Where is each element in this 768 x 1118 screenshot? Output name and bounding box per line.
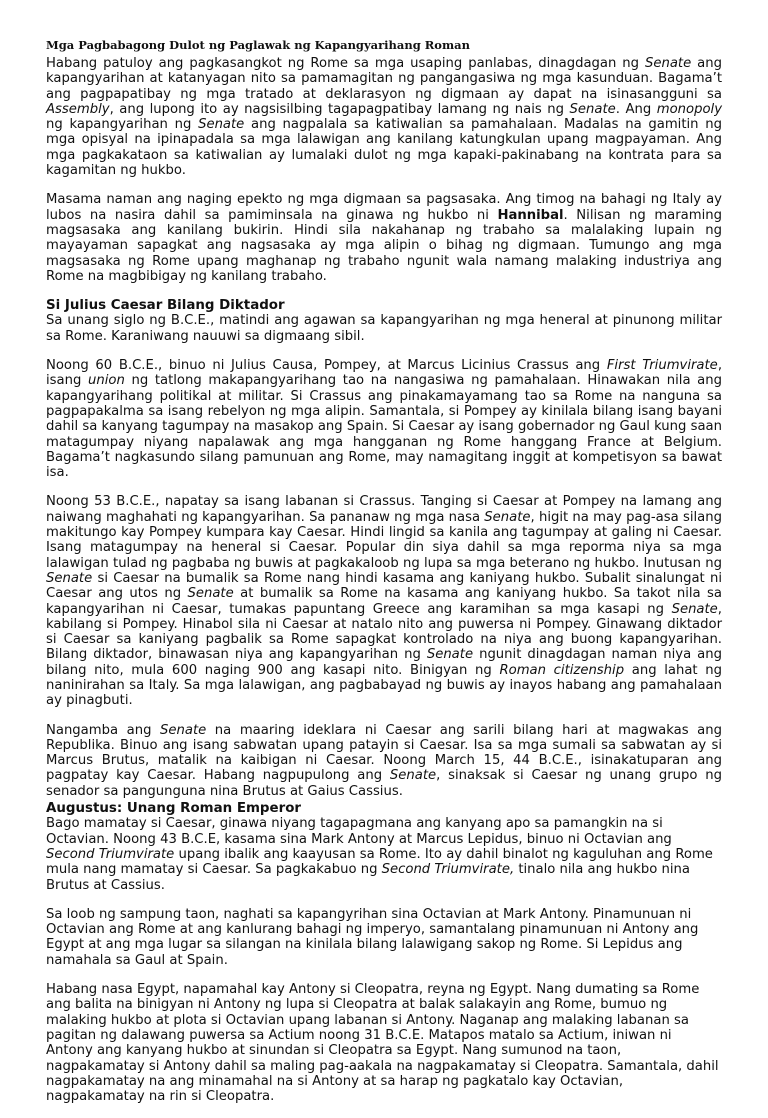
- italic-term: Senate: [46, 570, 93, 586]
- paragraph-first-century: [46, 313, 722, 344]
- italic-term: Senate: [484, 509, 531, 525]
- text-run: Masama naman ang naging epekto ng mga digmaan sa pagsasaka. Ang timog na bahagi ng Italy ay lubos na nasira dahil sa pamiminsala na ginawa ng hukbo ni: [46, 192, 722, 223]
- italic-term: Senate: [160, 722, 207, 738]
- text-run: . Nilisan ng maraming magsasaka ang kanilang bukirin. Hindi sila nakahanap ng trabaho sa malalaking lupain ng mayayaman sapagkat ang nagsasaka ay mga alipin o bihag ng digmaan. Tumungo ang mga magsasaka ng Rome upang maghanap ng trabaho ngunit wala namang malaking industriya ang Rome na magbibigay ng kanilang trabaho.: [46, 207, 722, 284]
- paragraph-second-triumvirate: [46, 816, 722, 892]
- italic-term: Senate: [671, 601, 718, 617]
- italic-term: Second Triumvirate: [46, 846, 175, 862]
- text-run: ang lahat ng naninirahan sa Italy. Sa mga lalawigan, ang pagbabayad ng buwis ay inayos habang ang pamahalaan ay pinagbuti.: [46, 662, 722, 709]
- heading-julius-caesar: Si Julius Caesar Bilang Diktador: [46, 298, 285, 314]
- italic-term: Senate: [426, 647, 474, 663]
- text-run: , sinaksak si Caesar ng unang grupo ng senador sa pangunguna nina Brutus at Gaius Cassius.: [46, 768, 723, 799]
- text-run: , isang: [46, 358, 723, 389]
- text-run: ang kapangyarihan at katanyagan nito sa pamamagitan ng pangangasiwa ng mga kasunduan. Bagama’t ang pagpapatibay ng mga tratado at deklarasyon ng digmaan ay dapat na isinasangguni sa: [46, 56, 722, 102]
- italic-term: union: [88, 373, 125, 389]
- italic-term: monopoly: [656, 101, 722, 117]
- italic-term: Second Triumvirate,: [381, 862, 515, 878]
- text-run: upang ibalik ang kaayusan sa Rome. Ito ay dahil binalot ng kaguluhan ang Rome mula nang mamatay si Caesar. Sa pagkakabuo ng: [46, 846, 713, 878]
- bold-term: Hannibal: [497, 207, 564, 223]
- paragraph-first-triumvirate: [46, 358, 722, 480]
- text-run: . Ang: [615, 101, 657, 117]
- text-run: ng tatlong makapangyarihang tao na nangasiwa ng pamahalaan. Hinawakan nila ang kapangyarihang politikal at militar. Si Crassus ang pinakamayamang tao sa Rome na nanguna sa pagpapakalma sa isang rebelyon ng mga alipin. Samantala, si Pompey ay kinilala bilang isang bayani dahil sa kanyang tagumpay na masakop ang Spain. Si Caesar ay isang gobernador ng Gaul kung saan matagumpay niyang napalawak ang mga hangganan ng Rome hanggang France at Belgium. Bagama’t nagkasundo silang pamunuan ang Rome, may namagitang inggit at kompetisyon sa bawat isa.: [46, 373, 722, 481]
- paragraph-antony-cleopatra: [46, 982, 722, 1104]
- heading-augustus: Augustus: Unang Roman Emperor: [46, 801, 301, 817]
- text-run: Habang nasa Egypt, napamahal kay Antony si Cleopatra, reyna ng Egypt. Nang dumating sa Rome ang balita na binigyan ni Antony ng lupa si Cleopatra at balak salakayin ang Rome, bumuo ng malaking hukbo at plota si Octavian upang labanan si Antony. Naganap ang malaking labanan sa pagitan ng dalawang puwersa sa Actium noong 31 B.C.E. Matapos matalo sa Actium, iniwan ni Antony ang kanyang hukbo at sinundan si Cleopatra sa Egypt. Nang sumunod na taon, nagpakamatay si Antony dahil sa maling pag-aakala na nagpakamatay si Cleopatra. Samantala, dahil nagpakamatay na ang minamahal na si Antony at sa harap ng pagkatalo kay Octavian, nagpakamatay na rin si Cleopatra.: [46, 982, 719, 1105]
- italic-term: Senate: [569, 101, 616, 117]
- text-run: , higit na may pag-asa silang makitungo kay Pompey kumpara kay Caesar. Hindi lingid sa kanila ang tagumpay at galing ni Caesar. Isang matagumpay na heneral si Caesar. Popular din siya dahil sa mga reporma niya sa mga lalawigan tulad ng pagbaba ng buwis at pagkakaloob ng lupa sa mga beterano ng hukbo. Inutusan ng: [46, 509, 722, 571]
- text-run: ang nagpalala sa katiwalian sa pamahalaan. Madalas na gamitin ng mga opisyal na ipinapadala sa mga lalawigan ang kanilang katungkulan upang magpayaman. Ang mga pagkakataon sa katiwalian ay lumalaki dulot ng mga kapaki-pakinabang na kontrata para sa kagamitan ng hukbo.: [46, 117, 722, 179]
- text-run: Noong 60 B.C.E., binuo ni Julius Causa, Pompey, at Marcus Licinius Crassus ang: [46, 358, 607, 374]
- document-page: [46, 38, 722, 1118]
- text-run: Habang patuloy ang pagkasangkot ng Rome sa mga usaping panlabas, dinagdagan ng: [46, 56, 645, 71]
- text-run: ngunit dinagdagan naman niya ang bilang nito, mula 600 naging 900 ang kasapi nito. Binigyan ng: [46, 647, 722, 678]
- italic-term: Senate: [198, 117, 245, 133]
- paragraph-agriculture-effects: [46, 192, 722, 284]
- text-run: Noong 53 B.C.E., napatay sa isang labanan si Crassus. Tanging si Caesar at Pompey na lamang ang naiwang maghahati ng kapangyarihan. Sa pananaw ng mga nasa: [46, 494, 722, 525]
- text-run: Nangamba ang: [46, 722, 161, 738]
- text-run: , kabilang si Pompey. Hinabol sila ni Caesar at natalo nito ang puwersa ni Pompey. Ginawang diktador si Caesar sa kaniyang pagbalik sa Rome sapagkat kontrolado na niya ang buong kapangyarihan. Bilang diktador, binawasan niya ang kapangyarihan ng: [46, 601, 722, 663]
- paragraph-divided-rule: [46, 907, 722, 968]
- document-title: Mga Pagbabagong Dulot ng Paglawak ng Kapangyarihang Roman: [46, 38, 470, 52]
- paragraph-senate-power: [46, 56, 722, 178]
- text-run: si Caesar na bumalik sa Rome nang hindi kasama ang kaniyang hukbo. Subalit sinalungat ni Caesar ang utos ng: [46, 570, 722, 602]
- text-run: ng kapangyarihan ng: [46, 117, 199, 133]
- italic-term: Senate: [187, 586, 234, 602]
- text-run: Sa loob ng sampung taon, naghati sa kapangyrihan sina Octavian at Mark Antony. Pinamunuan ni Octavian ang Rome at ang kanlurang bahagi ng imperyo, samantalang pinamunuan ni Antony ang Egypt at ang mga lugar sa silangan na kinilala bilang lalawigang sakop ng Rome. Si Lepidus ang namahala sa Gaul at Spain.: [46, 906, 699, 968]
- paragraph-caesar-assassination: [46, 723, 722, 799]
- text-run: na maaring ideklara ni Caesar ang sarili bilang hari at magwakas ang Republika. Binuo ang isang sabwatan upang patayin si Caesar. Isa sa mga sumali sa sabwatan ay si Marcus Brutus, matalik na kaibigan ni Caesar. Noong March 15, 44 B.C.E., isinakatuparan ang pagpatay kay Caesar. Habang nagpupulong ang: [46, 722, 722, 784]
- text-run: Bago mamatay si Caesar, ginawa niyang tagapagmana ang kanyang apo sa pamangkin na si Octavian. Noong 43 B.C.E, kasama sina Mark Antony at Marcus Lepidus, binuo ni Octavian ang: [46, 816, 672, 847]
- text-run: Sa unang siglo ng B.C.E., matindi ang agawan sa kapangyarihan ng mga heneral at pinunong militar sa Rome. Karaniwang nauuwi sa digmaang sibil.: [46, 313, 722, 344]
- paragraph-caesar-dictator: [46, 494, 722, 708]
- italic-term: Assembly: [46, 101, 110, 117]
- text-run: tinalo nila ang hukbo nina Brutus at Cassius.: [46, 862, 690, 893]
- italic-term: Roman citizenship: [499, 662, 625, 678]
- text-run: , ang lupong ito ay nagsisilbing tagapagpatibay lamang ng nais ng: [109, 101, 570, 117]
- italic-term: Senate: [645, 56, 692, 71]
- italic-term: First Triumvirate: [606, 358, 718, 374]
- italic-term: Senate: [389, 768, 437, 784]
- text-run: at bumalik sa Rome na kasama ang kaniyang hukbo. Sa takot nila sa kapangyarihan ni Caesar, tumakas papuntang Greece ang karamihan sa mga kasapi ng: [46, 586, 722, 617]
